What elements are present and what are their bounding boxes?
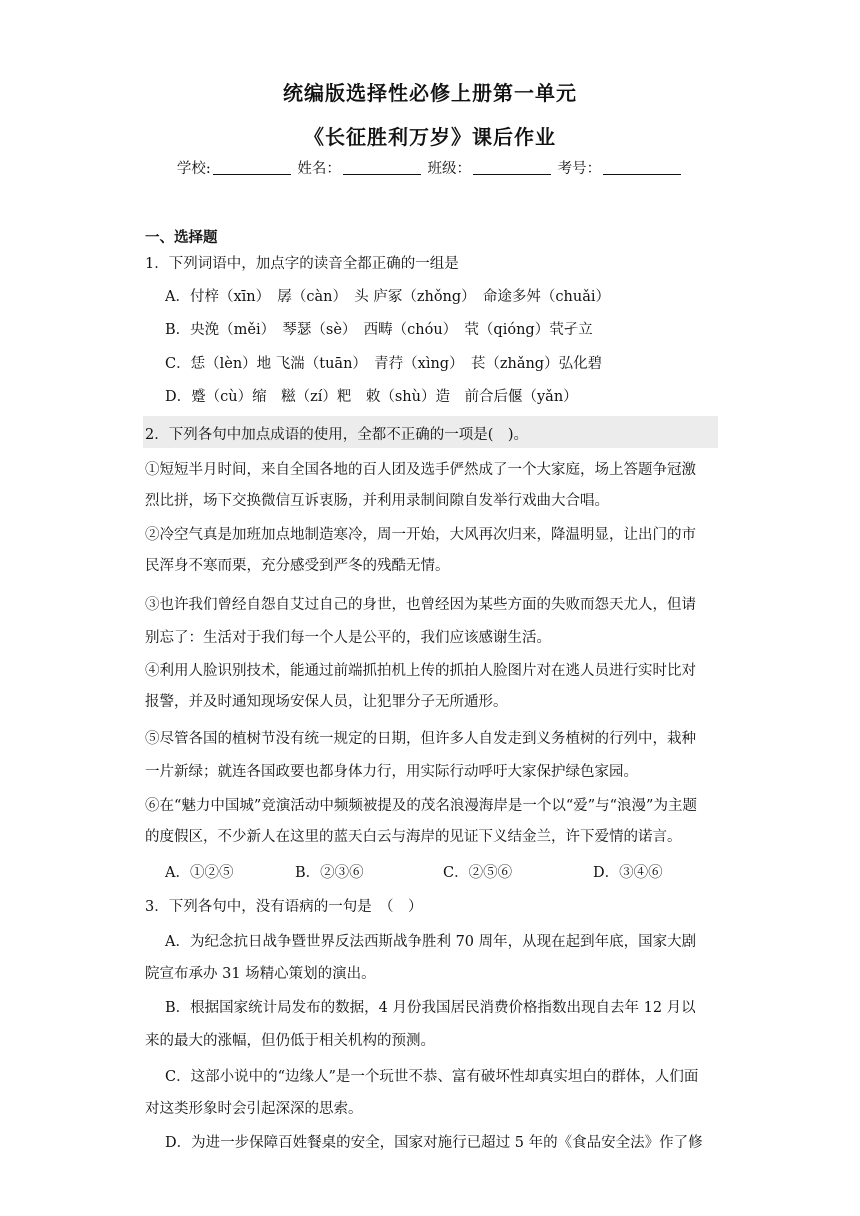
q2-option-b: B．②③⑥: [295, 865, 364, 881]
q2-sentence-4-line2: 报警，并及时通知现场安保人员，让犯罪分子无所遁形。: [145, 694, 508, 710]
q2-option-d: D．③④⑥: [593, 865, 663, 881]
q2-sentence-3-line1: ③也许我们曾经自怨自艾过自己的身世，也曾经因为某些方面的失败而怨天尤人，但请: [145, 597, 696, 613]
q2-option-a: A．①②⑤: [165, 865, 234, 881]
q2-sentence-2-line1: ②冷空气真是加班加点地制造寒冷，周一开始，大风再次归来，降温明显，让出门的市: [145, 527, 696, 543]
q3-option-a-line2: 院宣布承办 31 场精心策划的演出。: [145, 966, 376, 982]
section-heading: 一、选择题: [145, 230, 218, 246]
q1-stem: 1．下列词语中，加点字的读音全都正确的一组是: [145, 256, 459, 272]
q2-sentence-4-line1: ④利用人脸识别技术，能通过前端抓拍机上传的抓拍人脸图片对在逃人员进行实时比对: [145, 663, 696, 679]
name-blank[interactable]: [343, 160, 421, 175]
q3-option-b-line2: 来的最大的涨幅，但仍低于相关机构的预测。: [145, 1033, 435, 1049]
q2-sentence-5-line2: 一片新绿；就连各国政要也都身体力行，用实际行动呼吁大家保护绿色家园。: [145, 764, 638, 780]
q2-sentence-6-line2: 的度假区，不少新人在这里的蓝天白云与海岸的见证下义结金兰，许下爱情的诺言。: [145, 829, 682, 845]
class-blank[interactable]: [473, 160, 551, 175]
exam-no-label: 考号：: [557, 161, 602, 177]
q1-option-b: B．央浼（měi） 琴瑟（sè） 西畴（chóu） 茕（qióng）茕孑立: [165, 322, 593, 338]
q1-option-c: C．恁（lèn）地 飞湍（tuān） 青荇（xìng） 苌（zhǎng）弘化碧: [165, 356, 603, 372]
school-label: 学校:: [176, 161, 211, 177]
q2-sentence-1-line2: 烈比拼，场下交换微信互诉衷肠，并利用录制间隙自发举行戏曲大合唱。: [145, 493, 609, 509]
q2-sentence-1-line1: ①短短半月时间，来自全国各地的百人团及选手俨然成了一个大家庭，场上答题争冠激: [145, 462, 696, 478]
q2-option-c: C．②⑤⑥: [443, 865, 513, 881]
q3-option-b-line1: B．根据国家统计局发布的数据，4 月份我国居民消费价格指数出现自去年 12 月以: [165, 1000, 696, 1016]
q3-option-c-line1: C．这部小说中的“边缘人”是一个玩世不恭、富有破坏性却真实坦白的群体，人们面: [165, 1069, 699, 1085]
q3-option-d-line1: D．为进一步保障百姓餐桌的安全，国家对施行已超过 5 年的《食品安全法》作了修: [165, 1135, 703, 1151]
q1-option-a: A．付梓（xīn） 孱（càn） 头 庐冢（zhǒng） 命途多舛（chuǎi）: [165, 289, 610, 305]
exam-no-blank[interactable]: [603, 160, 681, 175]
q3-option-a-line1: A．为纪念抗日战争暨世界反法西斯战争胜利 70 周年，从现在起到年底，国家大剧: [165, 934, 697, 950]
doc-title-line1: 统编版选择性必修上册第一单元: [283, 81, 577, 105]
name-label: 姓名：: [297, 161, 341, 177]
q1-option-d: D．蹙（cù）缩 糍（zí）粑 敕（shù）造 前合后偃（yǎn）: [165, 389, 578, 405]
q2-sentence-5-line1: ⑤尽管各国的植树节没有统一规定的日期，但许多人自发走到义务植树的行列中，栽种: [145, 731, 696, 747]
school-blank[interactable]: [213, 160, 291, 175]
student-info-line: [0, 157, 860, 178]
doc-title-line2: 《长征胜利万岁》课后作业: [304, 125, 556, 149]
class-label: 班级：: [427, 161, 471, 177]
q2-sentence-3-line2: 别忘了：生活对于我们每一个人是公平的，我们应该感谢生活。: [145, 630, 551, 646]
q3-option-c-line2: 对这类形象时会引起深深的思索。: [145, 1101, 363, 1117]
q2-sentence-2-line2: 民浑身不寒而栗，充分感受到严冬的残酷无情。: [145, 558, 450, 574]
q2-sentence-6-line1: ⑥在“魅力中国城”竞演活动中频频被提及的茂名浪漫海岸是一个以“爱”与“浪漫”为主题: [145, 798, 697, 814]
q3-stem: 3．下列各句中，没有语病的一句是 （ ）: [145, 899, 423, 915]
q2-stem: 2．下列各句中加点成语的使用，全都不正确的一项是( )。: [145, 427, 529, 443]
